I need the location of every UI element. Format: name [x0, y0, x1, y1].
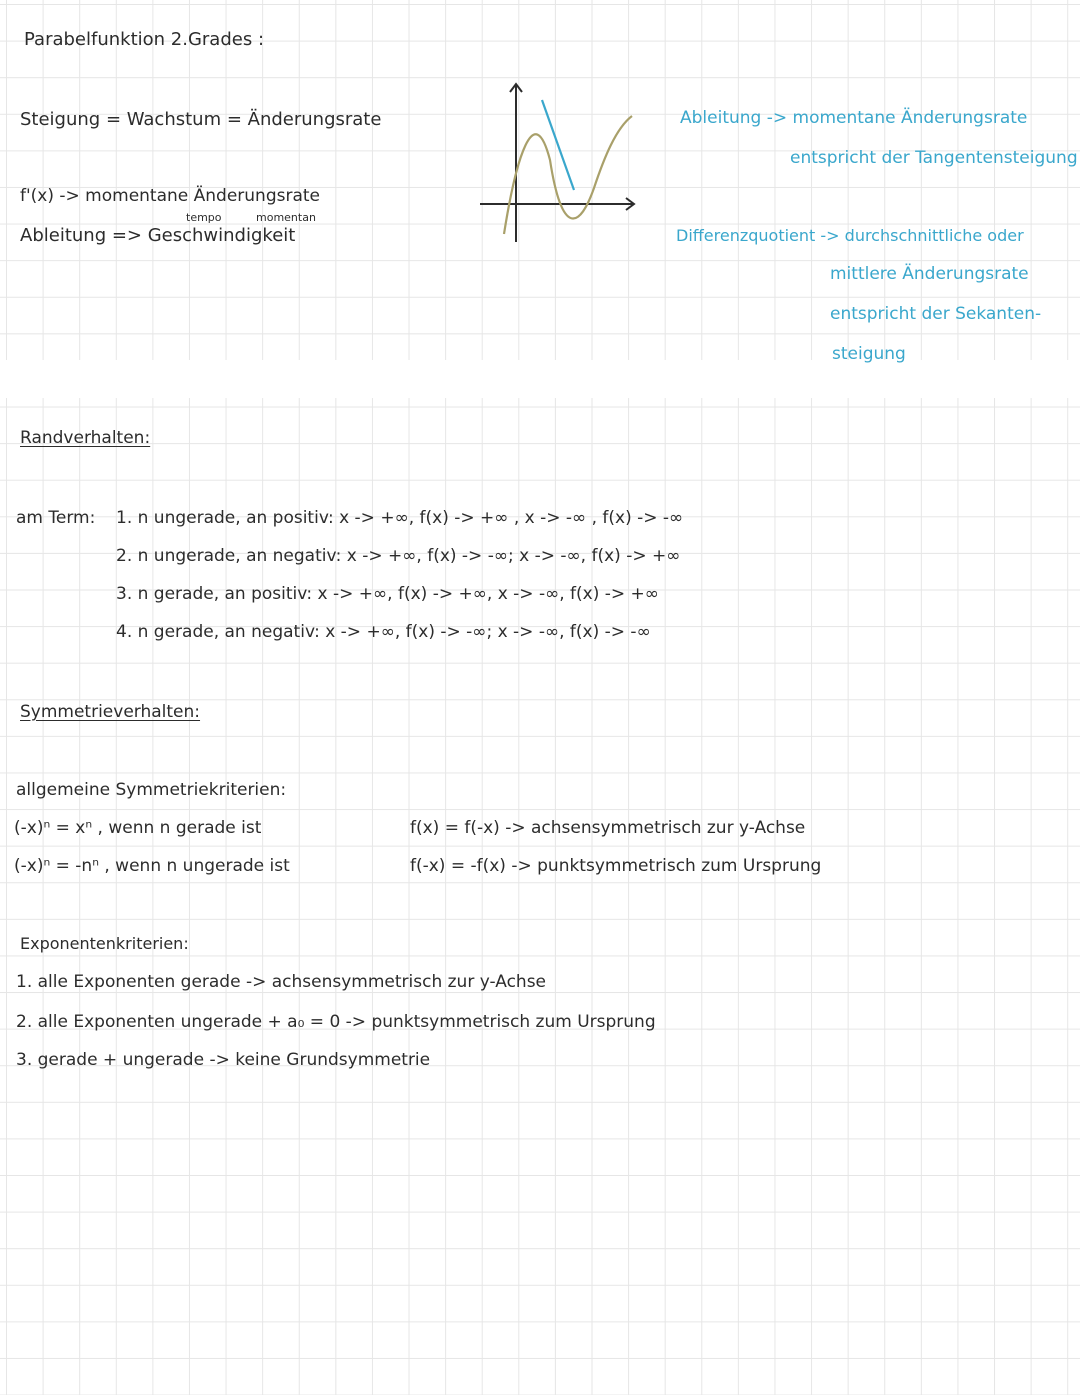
page-title: Parabelfunktion 2.Grades : [24, 29, 265, 50]
steigung-line: Steigung = Wachstum = Änderungsrate [20, 109, 382, 130]
randverhalten-item-2: 2. n ungerade, an negativ: x -> +∞, f(x) -> -∞; x -> -∞, f(x) -> +∞ [116, 546, 681, 566]
symmetrie-heading: Symmetrieverhalten: [20, 702, 201, 722]
randverhalten-item-3: 3. n gerade, an positiv: x -> +∞, f(x) -> +∞, x -> -∞, f(x) -> +∞ [116, 584, 659, 604]
exponenten-item-2: 2. alle Exponenten ungerade + a₀ = 0 -> punktsymmetrisch zum Ursprung [16, 1012, 656, 1032]
symmetrie-rule-2: (-x)ⁿ = -nⁿ , wenn n ungerade ist [14, 856, 290, 876]
blue-note-steigung: steigung [832, 344, 906, 364]
blue-note-sekanten: entspricht der Sekanten- [830, 304, 1042, 324]
exponenten-heading: Exponentenkriterien: [20, 934, 189, 953]
symmetrie-criteria-heading: allgemeine Symmetriekriterien: [16, 780, 287, 800]
blue-note-mittlere: mittlere Änderungsrate [830, 264, 1029, 284]
symmetrie-rule-1: (-x)ⁿ = xⁿ , wenn n gerade ist [14, 818, 262, 838]
blue-note-tangente: entspricht der Tangentensteigung [790, 148, 1078, 168]
am-term-label: am Term: [16, 508, 96, 528]
randverhalten-heading: Randverhalten: [20, 428, 151, 448]
symmetrie-result-1: f(x) = f(-x) -> achsensymmetrisch zur y-Achse [410, 818, 806, 838]
note-momentan: momentan [256, 211, 316, 224]
page-divider [0, 360, 1080, 398]
exponenten-item-3: 3. gerade + ungerade -> keine Grundsymmetrie [16, 1050, 431, 1070]
blue-note-ableitung: Ableitung -> momentane Änderungsrate [680, 108, 1028, 128]
randverhalten-item-1: 1. n ungerade, an positiv: x -> +∞, f(x) -> +∞ , x -> -∞ , f(x) -> -∞ [116, 508, 684, 528]
randverhalten-item-4: 4. n gerade, an negativ: x -> +∞, f(x) -> -∞; x -> -∞, f(x) -> -∞ [116, 622, 651, 642]
note-tempo: tempo [186, 211, 222, 224]
f-prime-line: f'(x) -> momentane Änderungsrate [20, 186, 321, 206]
ableitung-line: Ableitung => Geschwindigkeit [20, 225, 296, 246]
tangent-line [542, 100, 574, 190]
blue-note-differenz: Differenzquotient -> durchschnittliche oder [676, 226, 1024, 245]
exponenten-item-1: 1. alle Exponenten gerade -> achsensymmetrisch zur y-Achse [16, 972, 547, 992]
function-graph [476, 78, 646, 248]
symmetrie-result-2: f(-x) = -f(x) -> punktsymmetrisch zum Ursprung [410, 856, 822, 876]
